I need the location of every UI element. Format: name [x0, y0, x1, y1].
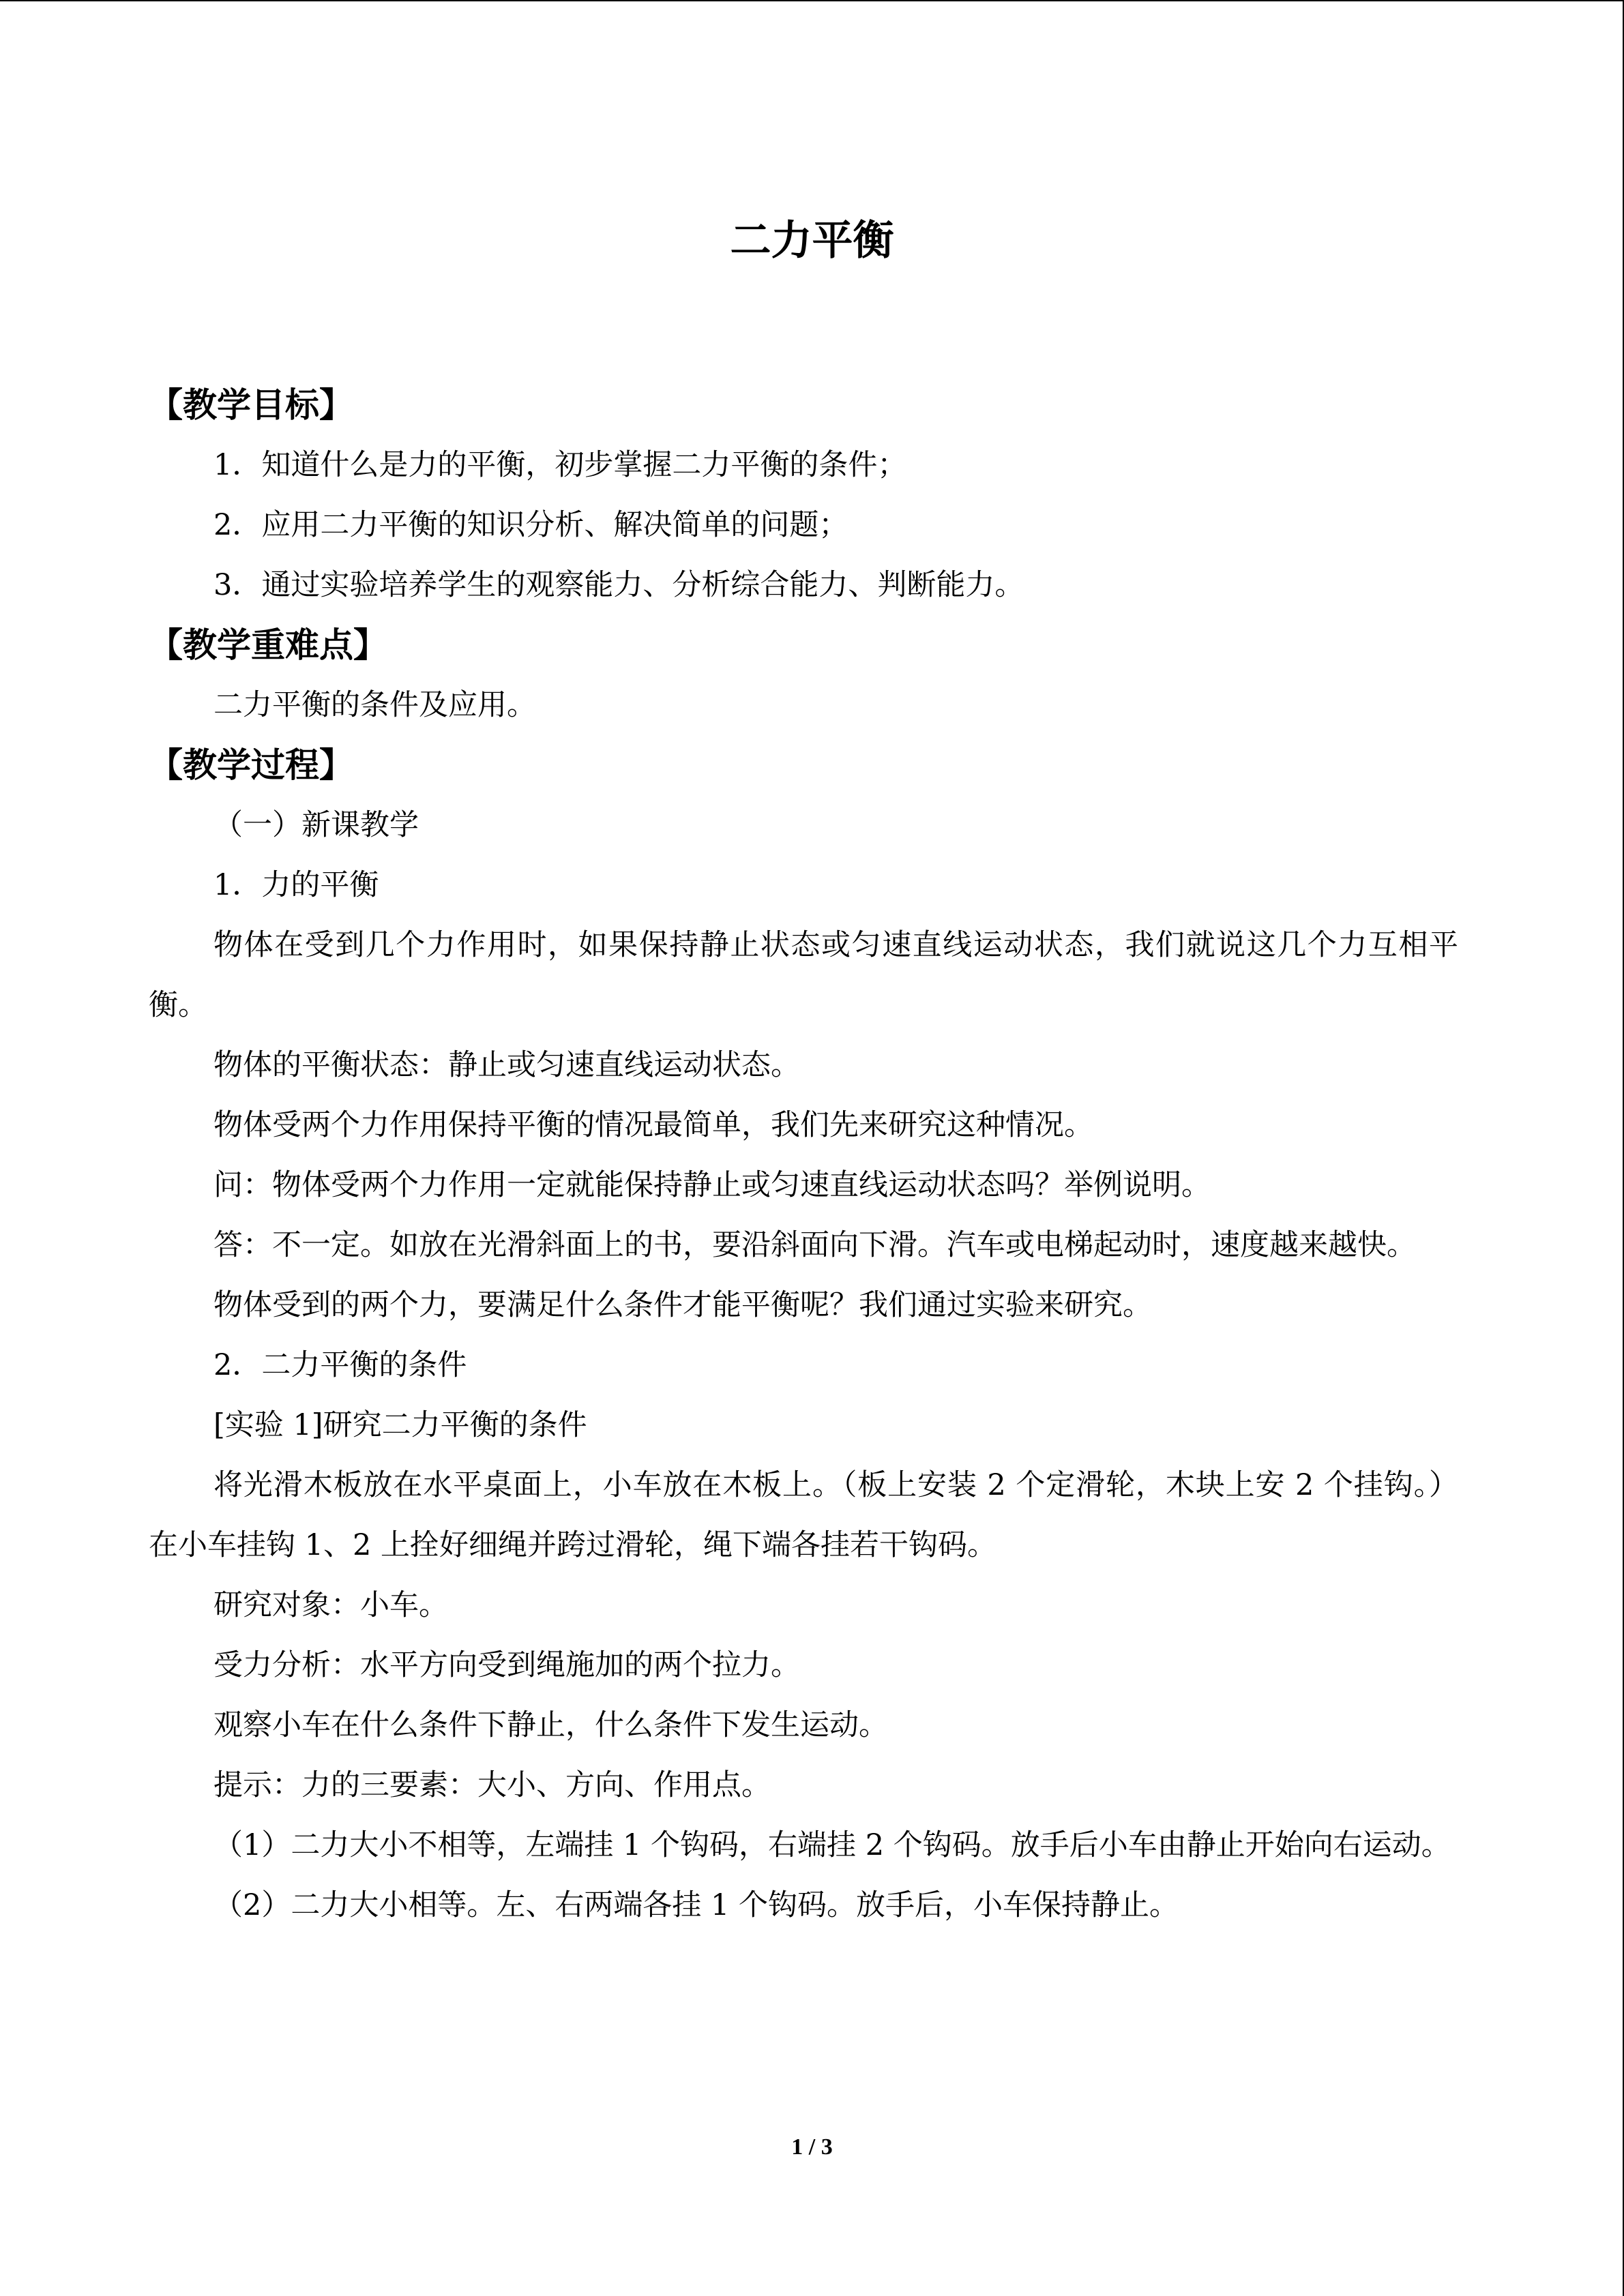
document-body	[149, 375, 1458, 1935]
process-paragraph: 受力分析：水平方向受到绳施加的两个拉力。	[213, 1648, 800, 1682]
objective-item: 1．知道什么是力的平衡，初步掌握二力平衡的条件；	[213, 448, 907, 482]
process-paragraph: 物体的平衡状态：静止或匀速直线运动状态。	[213, 1048, 800, 1082]
process-paragraph: [实验 1]研究二力平衡的条件	[213, 1408, 587, 1442]
process-paragraph: 问：物体受两个力作用一定就能保持静止或匀速直线运动状态吗？举例说明。	[213, 1168, 1211, 1202]
process-paragraph: 将光滑木板放在水平桌面上，小车放在木板上。（板上安装 2 个定滑轮，木块上安 2 个挂钩。）在小车挂钩 1、2 上拴好细绳并跨过滑轮，绳下端各挂若干钩码。	[149, 1468, 1458, 1562]
process-paragraph: 物体受到的两个力，要满足什么条件才能平衡呢？我们通过实验来研究。	[213, 1288, 1152, 1322]
process-paragraph: 提示：力的三要素：大小、方向、作用点。	[213, 1768, 771, 1802]
process-paragraph: （1）二力大小不相等，左端挂 1 个钩码，右端挂 2 个钩码。放手后小车由静止开始向右运动。	[213, 1828, 1451, 1862]
process-paragraph: 观察小车在什么条件下静止，什么条件下发生运动。	[213, 1708, 888, 1742]
process-paragraph: 答：不一定。如放在光滑斜面上的书，要沿斜面向下滑。汽车或电梯起动时，速度越来越快。	[213, 1228, 1416, 1262]
objective-item: 3．通过实验培养学生的观察能力、分析综合能力、判断能力。	[213, 568, 1024, 602]
section-heading-process: 【教学过程】	[149, 745, 353, 785]
process-paragraph: 2．二力平衡的条件	[213, 1348, 467, 1382]
keypoints-text: 二力平衡的条件及应用。	[213, 688, 536, 722]
process-paragraph: 物体受两个力作用保持平衡的情况最简单，我们先来研究这种情况。	[213, 1108, 1093, 1142]
section-heading-objectives: 【教学目标】	[149, 385, 353, 425]
objective-item: 2．应用二力平衡的知识分析、解决简单的问题；	[213, 508, 848, 542]
process-paragraph: 研究对象：小车。	[213, 1588, 448, 1622]
document-title: 二力平衡	[730, 217, 894, 265]
process-paragraph: （一）新课教学	[213, 808, 419, 842]
process-paragraph: 1．力的平衡	[213, 868, 379, 902]
process-paragraph: 物体在受到几个力作用时，如果保持静止状态或匀速直线运动状态，我们就说这几个力互相平衡。	[149, 928, 1458, 1022]
top-border-line	[0, 0, 1624, 1]
process-paragraph: （2）二力大小相等。左、右两端各挂 1 个钩码。放手后，小车保持静止。	[213, 1888, 1179, 1922]
section-heading-keypoints: 【教学重难点】	[149, 625, 387, 665]
page-number: 1 / 3	[791, 2134, 833, 2160]
